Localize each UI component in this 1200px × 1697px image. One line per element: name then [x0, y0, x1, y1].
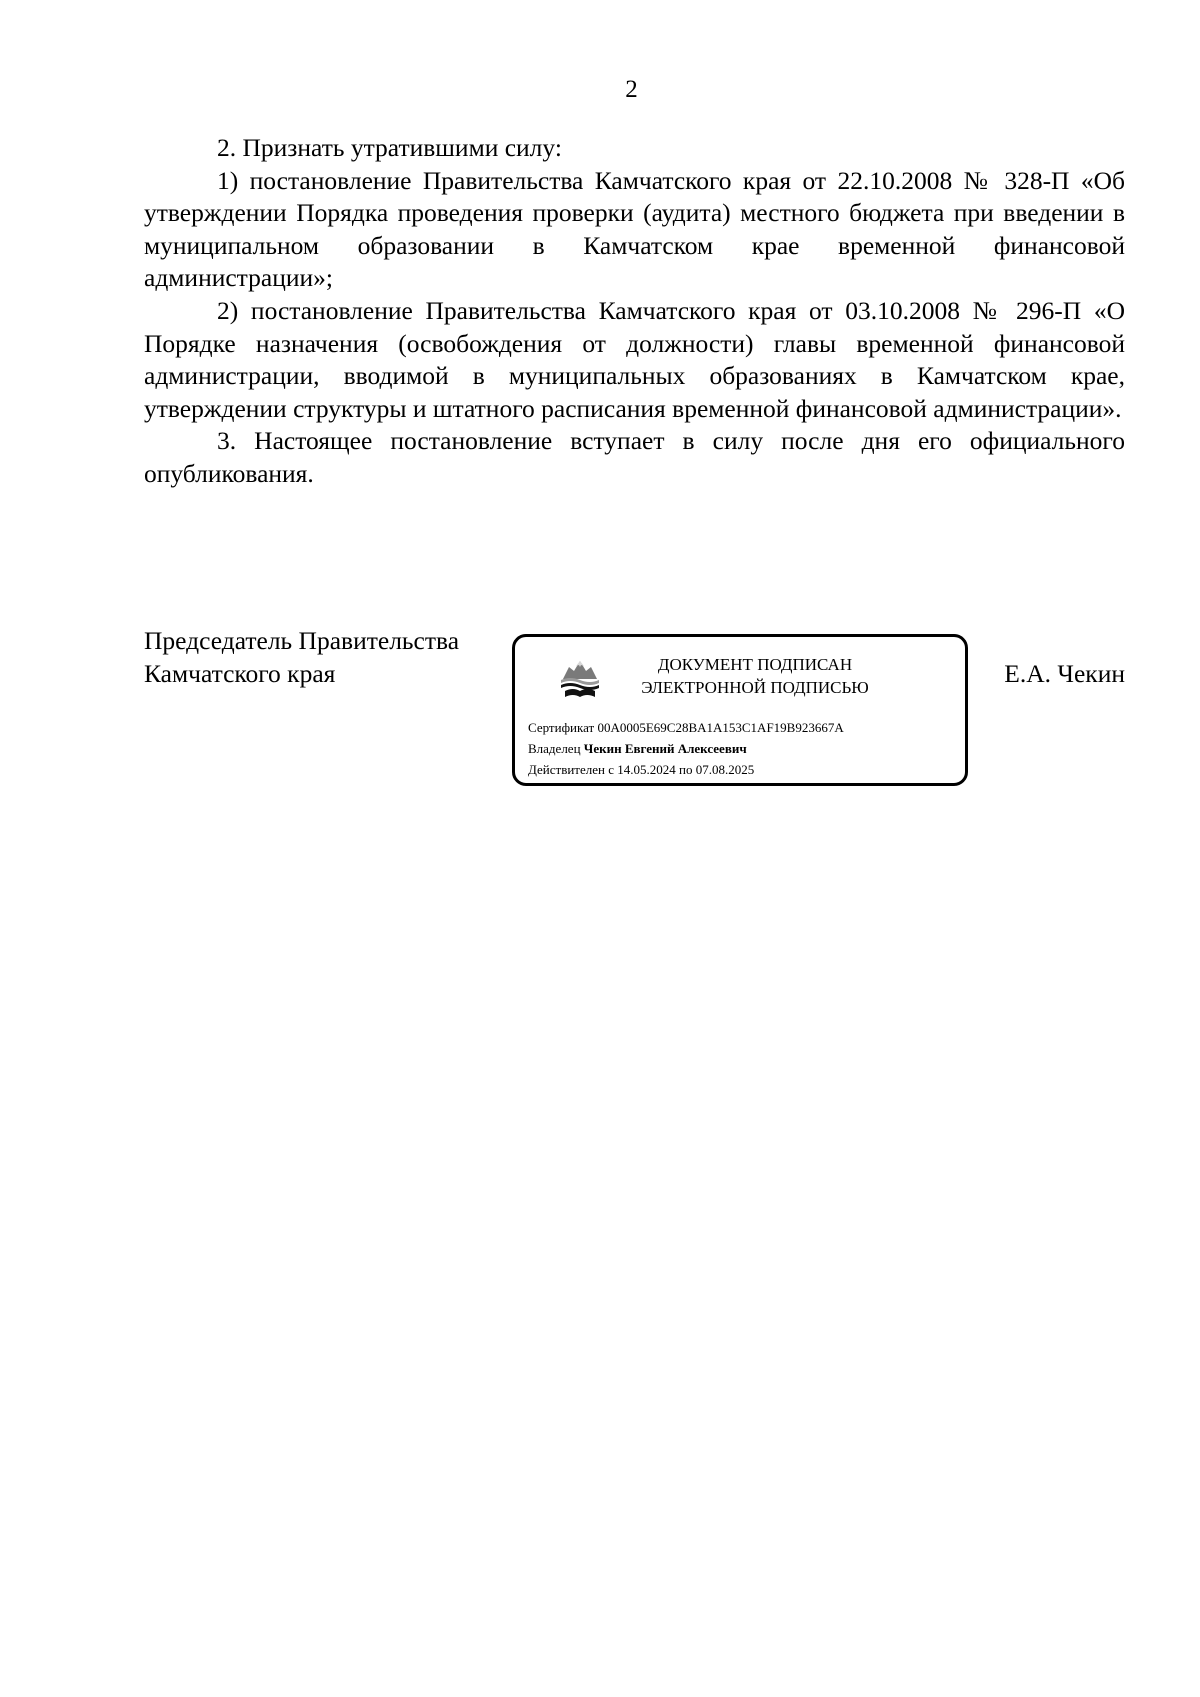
owner-value: Чекин Евгений Алексеевич: [583, 741, 747, 756]
paragraph-subitem-2: 2) постановление Правительства Камчатского края от 03.10.2008 № 296-П «О Порядке назначения (освобождения от должности) главы временной финансовой администрации, вводимой в муниципальных образованиях в Камчатском крае, утверждении структуры и штатного расписания временной финансовой администрации».: [144, 295, 1125, 423]
validity-row: [528, 759, 844, 780]
valid-from-date: 14.05.2024: [617, 762, 676, 777]
owner-row: [528, 738, 844, 759]
owner-label: Владелец: [528, 741, 581, 756]
page-number: 2: [625, 76, 638, 103]
paragraph-item-3: 3. Настоящее постановление вступает в силу после дня его официального опубликования.: [144, 426, 1125, 488]
certificate-label: Сертификат: [528, 720, 595, 735]
kamchatka-emblem-icon: [555, 653, 605, 703]
certificate-row: [528, 717, 844, 738]
paragraph-item-2: 2. Признать утратившими силу:: [217, 133, 562, 162]
stamp-details: [528, 717, 844, 780]
valid-to-date: 07.08.2025: [695, 762, 755, 777]
electronic-signature-stamp: [512, 634, 968, 786]
signer-title: [144, 624, 504, 690]
signature-block: [144, 624, 1125, 794]
valid-label: Действителен: [528, 762, 605, 777]
signer-title-line1: Председатель Правительства: [144, 626, 460, 655]
valid-to-label: по: [679, 762, 693, 777]
valid-from-label: с: [608, 762, 614, 777]
certificate-value: 00A0005E69C28BA1A153C1AF19B923667A: [597, 720, 844, 735]
stamp-heading: [615, 653, 895, 699]
stamp-heading-line1: ДОКУМЕНТ ПОДПИСАН: [657, 655, 853, 674]
signer-title-line2: Камчатского края: [144, 659, 336, 688]
document-body: [144, 132, 1125, 491]
signer-name: Е.А. Чекин: [1004, 659, 1125, 688]
paragraph-subitem-1: 1) постановление Правительства Камчатского края от 22.10.2008 № 328-П «Об утверждении Порядка проведения проверки (аудита) местного бюджета при введении в муниципальном образовании в Камчатском крае временной финансовой администрации»;: [144, 165, 1125, 293]
stamp-heading-line2: ЭЛЕКТРОННОЙ ПОДПИСЬЮ: [641, 678, 869, 697]
